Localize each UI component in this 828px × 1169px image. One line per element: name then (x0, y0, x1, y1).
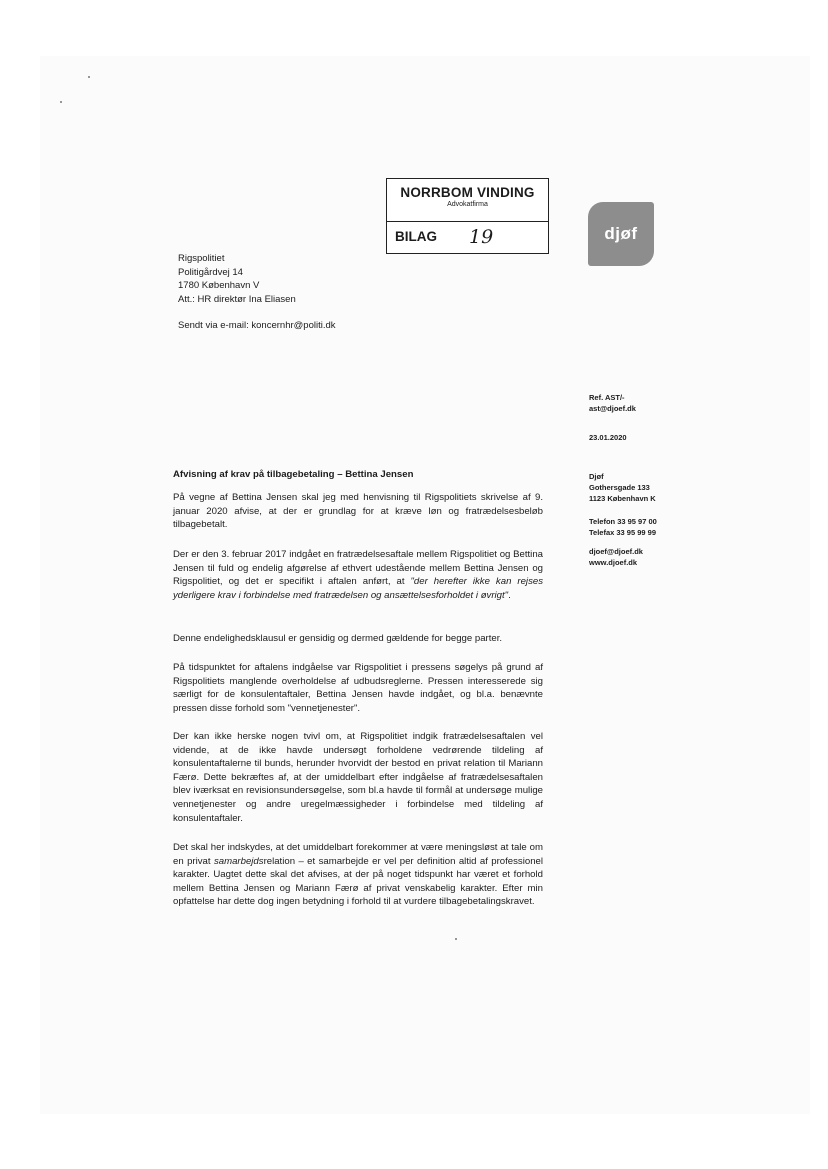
letter-subject: Afvisning af krav på tilbagebetaling – Bettina Jensen (173, 469, 414, 480)
paragraph-text: Der er den 3. februar 2017 indgået en fratrædelsesaftale mellem Rigspolitiet og Bettina Jensen til fuld og endelig afgørelse af ethvert udestående mellem Bettina Jensen og Rigspolitiet, og det er specifikt i aftalen anført, at (173, 549, 543, 588)
recipient-line: Att.: HR direktør Ina Eliasen (178, 293, 296, 305)
stamp-bilag-block (387, 222, 548, 252)
recipient-line: Politigårdvej 14 (178, 266, 243, 278)
body-paragraph: På vegne af Bettina Jensen skal jeg med henvisning til Rigspolitiets skrivelse af 9. januar 2020 afvise, at der er grundlag for at kræve løn og fratrædelsesbeløb tilbagebetalt. (173, 492, 543, 531)
letter-date: 23.01.2020 (589, 433, 627, 442)
sender-contact-block (589, 546, 643, 568)
exhibit-stamp (386, 178, 549, 254)
sender-address (589, 471, 656, 504)
djoef-logo (588, 202, 654, 266)
stamp-firm-block (387, 179, 548, 222)
sender-street: Gothersgade 133 (589, 483, 650, 492)
body-paragraph: Denne endelighedsklausul er gensidig og dermed gældende for begge parter. (173, 633, 503, 644)
body-paragraph: På tidspunktet for aftalens indgåelse var Rigspolitiet i pressens søgelys på grund af Rigspolitiets manglende overholdelse af udbudsreglerne. Pressen interesserede sig særligt for de konsulentaftaler, Bettina Jensen havde indgået, og bl.a. benævnte pressen disse forhold som "vennetjenester". (173, 662, 543, 714)
stamp-bilag-label: BILAG (395, 229, 437, 244)
logo-text: djøf (604, 224, 638, 243)
paragraph-text: . (508, 589, 511, 601)
reference-block (589, 392, 636, 414)
sender-city: 1123 København K (589, 494, 656, 503)
stamp-bilag-number: 19 (469, 226, 494, 248)
sender-phone-block (589, 516, 657, 538)
sender-fax: Telefax 33 95 99 99 (589, 528, 656, 537)
sender-website: www.djoef.dk (589, 558, 638, 567)
scan-speck (88, 76, 90, 78)
stamp-firm-name: NORRBOM VINDING (400, 185, 535, 200)
reference-code: Ref. AST/- (589, 393, 625, 402)
sender-email: djoef@djoef.dk (589, 547, 643, 556)
quoted-clause: "der herefter ikke kan rejses yderligere krav i forbindelse med fratrædelsen og ansættelsesforholdet i øvrigt" (173, 576, 543, 601)
paragraph-text: Det skal her indskydes, at det umiddelbart forekommer at være meningsløst at tale om en privat (173, 842, 543, 867)
body-paragraph (173, 548, 543, 602)
sender-org: Djøf (589, 472, 604, 481)
scan-speck (60, 101, 62, 103)
stamp-firm-subtitle: Advokatfirma (447, 201, 488, 208)
recipient-line: 1780 København V (178, 280, 260, 291)
sender-phone: Telefon 33 95 97 00 (589, 517, 657, 526)
sent-via-line: Sendt via e-mail: koncernhr@politi.dk (178, 320, 336, 331)
emphasized-word: samarbejds (213, 855, 264, 867)
body-paragraph: Der kan ikke herske nogen tvivl om, at Rigspolitiet indgik fratrædelsesaftalen vel vidende, at de ikke havde undersøgt forholdene vedrørende tildeling af konsulentaftalerne til bunds, herunder hvorvidt der bestod en privat relation til Mariann Færø. Dette bekræftes af, at der umiddelbart efter indgåelse af fratrædelsesaftalen blev iværksat en revisionsundersøgelse, som bl.a havde til formål at undersøge mulige vennetjenester og andre uregelmæssigheder i forbindelse med tildeling af konsulentaftaler. (173, 731, 543, 824)
scan-speck (455, 938, 457, 940)
body-paragraph (173, 841, 543, 909)
paragraph-text: relation – et samarbejde er vel per definition altid af professionel karakter. Uagtet dette skal det afvises, at der på noget tidspunkt har været et forhold mellem Bettina Jensen og Mariann Færø af privat venskabelig karakter. Efter min opfattelse har dette dog ingen betydning i forhold til at vurdere tilbagebetalingskravet. (173, 855, 544, 908)
recipient-address (178, 252, 296, 306)
reference-email: ast@djoef.dk (589, 404, 636, 413)
recipient-line: Rigspolitiet (178, 253, 225, 264)
